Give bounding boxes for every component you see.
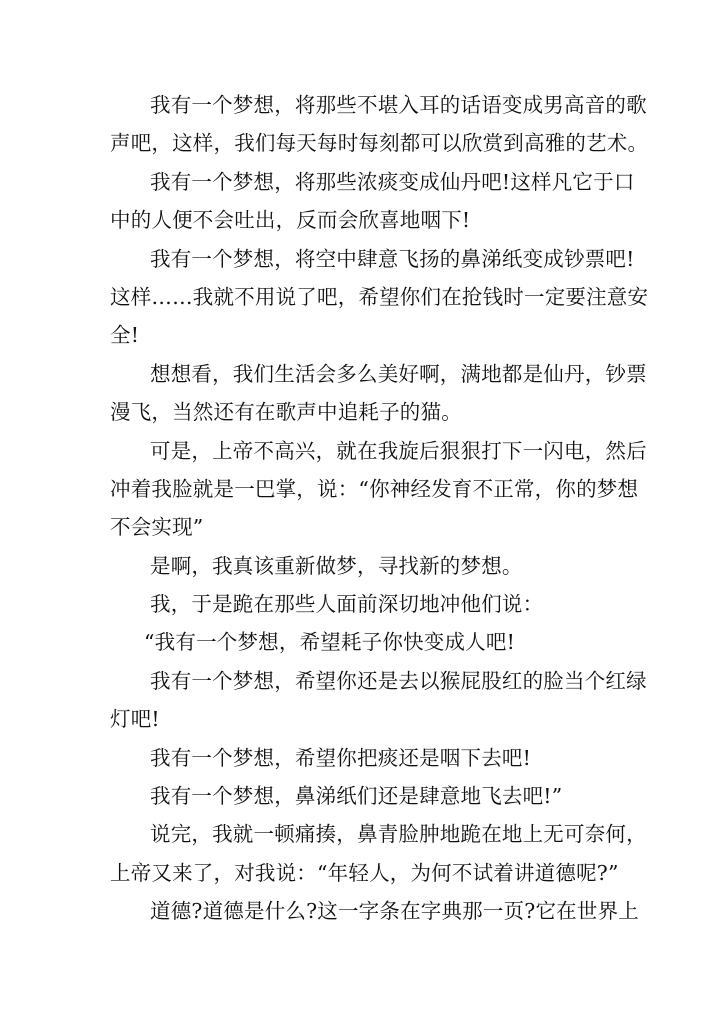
paragraph-line: 可是，上帝不高兴，就在我旋后狠狠打下一闪电，然后 [150,438,647,463]
paragraph-line: 灯吧! [110,707,160,732]
paragraph-line: 不会实现” [110,515,204,540]
paragraph-line: 我有一个梦想，希望你把痰还是咽下去吧! [150,745,532,770]
paragraph-line: 漫飞，当然还有在歌声中追耗子的猫。 [110,400,462,425]
document-body [110,86,649,931]
paragraph-line: “我有一个梦想，希望耗子你快变成人吧! [144,630,516,655]
paragraph-line: 我有一个梦想，希望你还是去以猴屁股红的脸当个红绿 [150,668,647,693]
paragraph-line: 中的人便不会吐出，反而会欣喜地咽下! [110,208,471,233]
paragraph-line: 说完，我就一顿痛揍，鼻青脸肿地跪在地上无可奈何， [150,822,647,847]
paragraph-line: 上帝又来了，对我说：“年轻人，为何不试着讲道德呢?” [110,860,619,885]
paragraph-line: 是啊，我真该重新做梦，寻找新的梦想。 [150,553,523,578]
paragraph-line: 我，于是跪在那些人面前深切地冲他们说： [150,592,544,617]
paragraph-line: 我有一个梦想，将空中肆意飞扬的鼻涕纸变成钞票吧! [150,246,635,271]
paragraph-line: 冲着我脸就是一巴掌，说：“你神经发育不正常，你的梦想 [110,476,639,501]
paragraph-line: 我有一个梦想，将那些浓痰变成仙丹吧!这样凡它于口 [150,169,635,194]
paragraph-line: 我有一个梦想，将那些不堪入耳的话语变成男高音的歌 [150,93,647,117]
paragraph-line: 这样……我就不用说了吧，希望你们在抢钱时一定要注意安 [110,284,649,309]
paragraph-line: 声吧，这样，我们每天每时每刻都可以欣赏到高雅的艺术。 [110,131,649,156]
paragraph-line: 全! [110,323,140,348]
paragraph-line: 道德?道德是什么?这一字条在字典那一页?它在世界上 [150,899,639,924]
paragraph-line: 我有一个梦想，鼻涕纸们还是肆意地飞去吧!” [150,784,563,809]
paragraph-line: 想想看，我们生活会多么美好啊，满地都是仙丹，钞票 [150,361,647,386]
